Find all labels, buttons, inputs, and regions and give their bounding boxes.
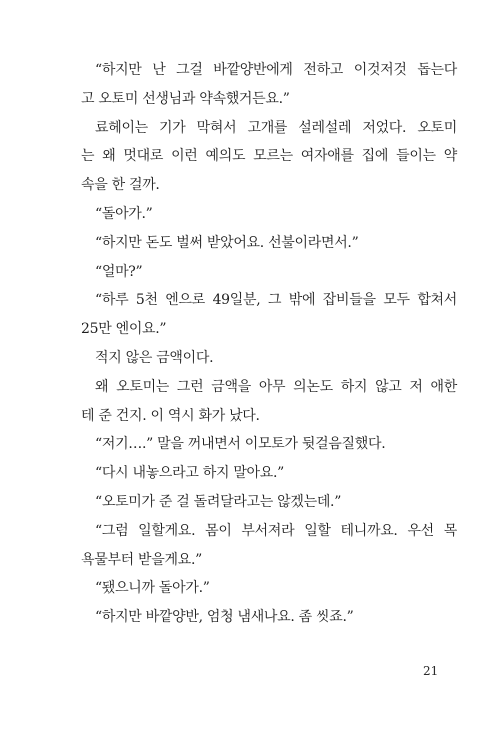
text-line: “그럼 일할게요. 몸이 부서져라 일할 테니까요. 우선 목	[95, 522, 457, 539]
body-text	[81, 56, 457, 632]
text-line: “하지만 바깥양반, 엄청 냄새나요. 좀 씻죠.”	[95, 609, 354, 626]
text-line: 고 오토미 선생님과 약속했거든요.”	[81, 90, 290, 107]
text-line: 테 준 건지. 이 역시 화가 났다.	[81, 407, 260, 424]
text-line: “다시 내놓으라고 하지 말아요.”	[95, 465, 285, 482]
text-line: 25만 엔이요.”	[81, 321, 167, 338]
text-line: “하지만 난 그걸 바깥양반에게 전하고 이것저것 돕는다	[95, 62, 457, 78]
page-number: 21	[423, 664, 439, 678]
text-line: 왜 오토미는 그런 금액을 아무 의논도 하지 않고 저 애한	[95, 378, 457, 395]
text-line: “오토미가 준 걸 돌려달라고는 않겠는데.”	[95, 493, 342, 510]
text-line: 속을 한 걸까.	[81, 177, 160, 194]
text-line: 료헤이는 기가 막혀서 고개를 설레설레 저었다. 오토미	[95, 119, 457, 136]
text-line: 적지 않은 금액이다.	[95, 349, 214, 366]
text-line: 는 왜 멋대로 이런 예의도 모르는 여자애를 집에 들이는 약	[81, 148, 457, 165]
text-line: “저기….” 말을 꺼내면서 이모토가 뒷걸음질했다.	[95, 436, 386, 453]
text-line: “얼마?”	[95, 263, 143, 280]
text-line: “돌아가.”	[95, 205, 153, 222]
text-line: “하지만 돈도 벌써 받았어요. 선불이라면서.”	[95, 234, 359, 251]
text-line: 욕물부터 받을게요.”	[81, 551, 202, 568]
text-line: “됐으니까 돌아가.”	[95, 580, 210, 597]
text-line: “하루 5천 엔으로 49일분, 그 밖에 잡비들을 모두 합쳐서	[95, 292, 457, 309]
